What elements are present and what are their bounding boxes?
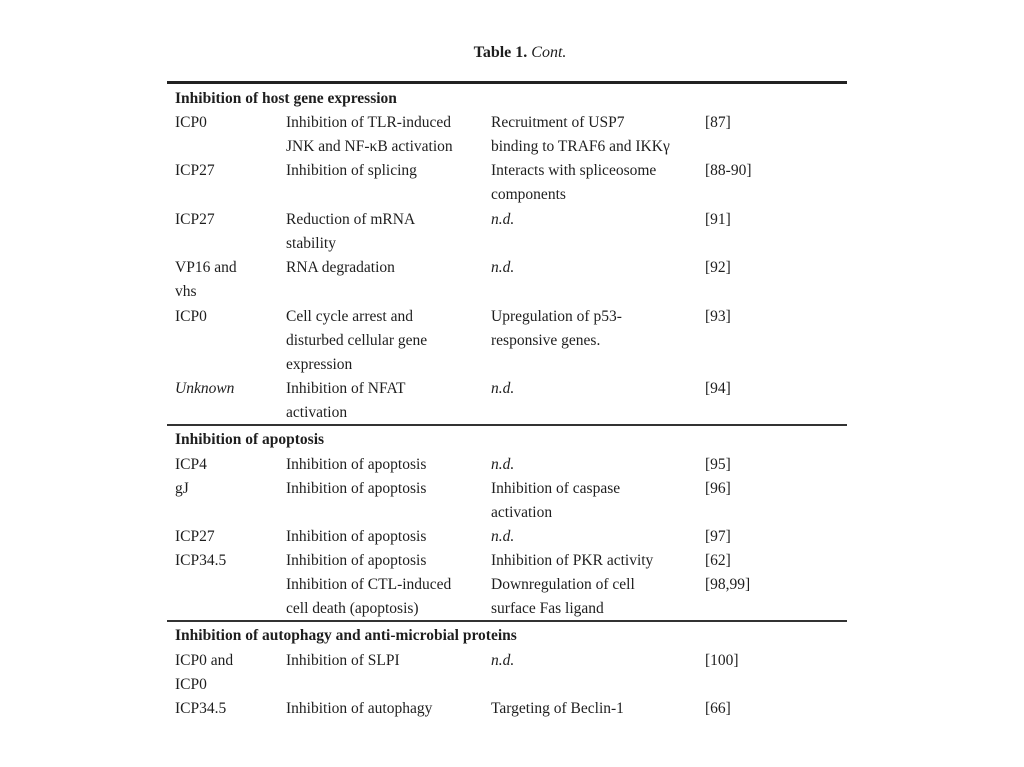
mechanism-cell: n.d.	[491, 259, 515, 276]
protein-cell: Unknown	[175, 380, 235, 397]
function-cell: Inhibition of apoptosis	[286, 480, 427, 497]
section-rule	[167, 620, 847, 622]
reference-cell: [100]	[705, 652, 739, 669]
mechanism-cell: Upregulation of p53- responsive genes.	[491, 308, 622, 349]
section-rule	[167, 424, 847, 426]
protein-cell: gJ	[175, 480, 189, 497]
function-cell: RNA degradation	[286, 259, 395, 276]
protein-cell: VP16 and vhs	[175, 259, 237, 300]
table-caption	[0, 44, 1024, 62]
mechanism-cell: n.d.	[491, 211, 515, 228]
mechanism-cell: Recruitment of USP7 binding to TRAF6 and IKKγ	[491, 114, 670, 155]
reference-cell: [94]	[705, 380, 731, 397]
reference-cell: [66]	[705, 700, 731, 717]
protein-cell: ICP0 and ICP0	[175, 652, 234, 693]
reference-cell: [96]	[705, 480, 731, 497]
section-title: Inhibition of host gene expression	[175, 90, 397, 107]
reference-cell: [88-90]	[705, 162, 752, 179]
mechanism-cell: Inhibition of caspase activation	[491, 480, 621, 521]
table-caption-label: Table 1.	[473, 44, 528, 61]
function-cell: Inhibition of NFAT activation	[286, 380, 406, 421]
protein-cell: ICP4	[175, 456, 207, 473]
protein-cell: ICP34.5	[175, 552, 227, 569]
mechanism-cell: n.d.	[491, 528, 515, 545]
protein-cell: ICP27	[175, 211, 215, 228]
mechanism-cell: n.d.	[491, 380, 515, 397]
section-title: Inhibition of apoptosis	[175, 431, 325, 448]
reference-cell: [92]	[705, 259, 731, 276]
reference-cell: [91]	[705, 211, 731, 228]
reference-cell: [93]	[705, 308, 731, 325]
table-top-rule	[167, 81, 847, 84]
table-caption-suffix: Cont.	[531, 44, 567, 61]
section-title: Inhibition of autophagy and anti-microbial proteins	[175, 627, 517, 644]
function-cell: Inhibition of SLPI	[286, 652, 400, 669]
reference-cell: [97]	[705, 528, 731, 545]
protein-cell: ICP27	[175, 528, 215, 545]
reference-cell: [95]	[705, 456, 731, 473]
function-cell: Inhibition of CTL-induced cell death (apoptosis)	[286, 576, 452, 617]
mechanism-cell: Downregulation of cell surface Fas ligand	[491, 576, 635, 617]
protein-cell: ICP0	[175, 114, 207, 131]
protein-cell: ICP34.5	[175, 700, 227, 717]
reference-cell: [62]	[705, 552, 731, 569]
mechanism-cell: n.d.	[491, 456, 515, 473]
function-cell: Inhibition of TLR-induced JNK and NF-κB activation	[286, 114, 453, 155]
mechanism-cell: Interacts with spliceosome components	[491, 162, 657, 203]
reference-cell: [98,99]	[705, 576, 751, 593]
mechanism-cell: n.d.	[491, 652, 515, 669]
protein-cell: ICP0	[175, 308, 207, 325]
function-cell: Cell cycle arrest and disturbed cellular gene expression	[286, 308, 428, 373]
function-cell: Inhibition of apoptosis	[286, 552, 427, 569]
function-cell: Inhibition of autophagy	[286, 700, 433, 717]
function-cell: Reduction of mRNA stability	[286, 211, 416, 252]
mechanism-cell: Targeting of Beclin-1	[491, 700, 624, 717]
function-cell: Inhibition of apoptosis	[286, 528, 427, 545]
mechanism-cell: Inhibition of PKR activity	[491, 552, 654, 569]
reference-cell: [87]	[705, 114, 731, 131]
function-cell: Inhibition of apoptosis	[286, 456, 427, 473]
protein-cell: ICP27	[175, 162, 215, 179]
function-cell: Inhibition of splicing	[286, 162, 417, 179]
